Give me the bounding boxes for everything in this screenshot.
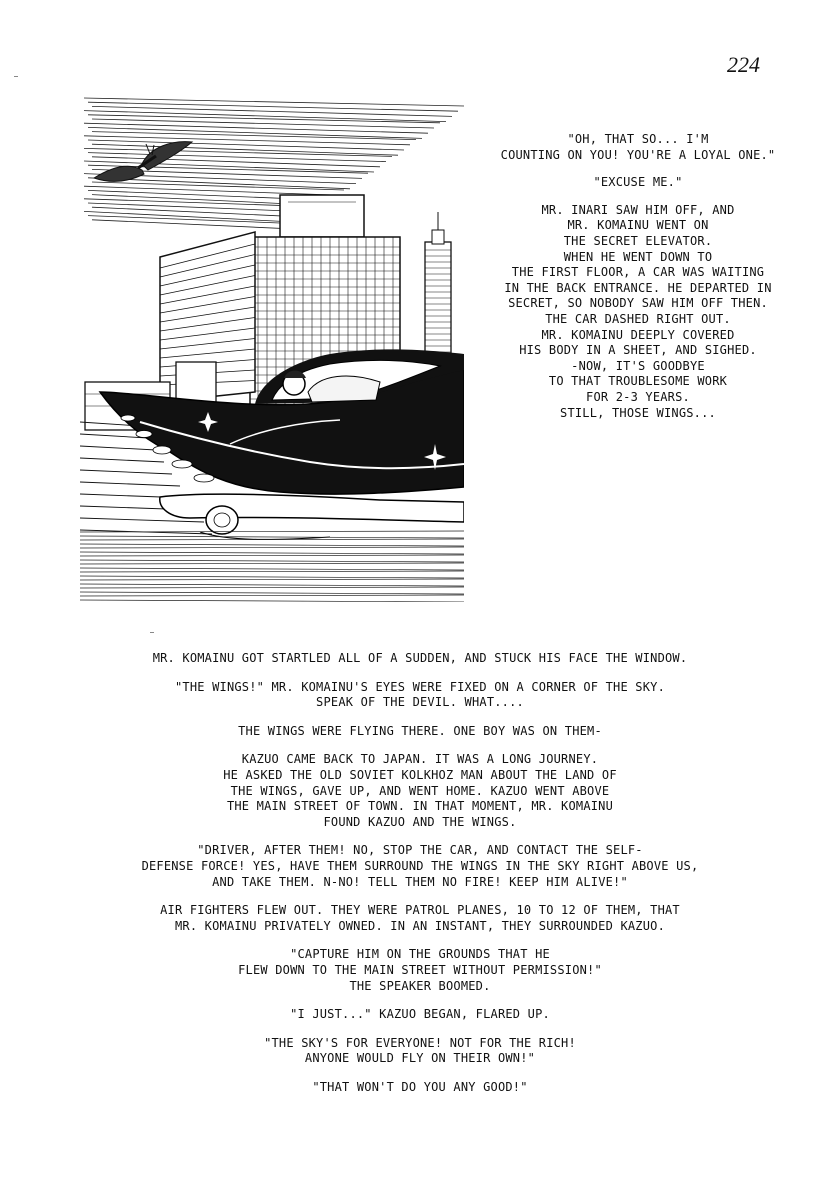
body-paragraph: "THAT WON'T DO YOU ANY GOOD!" bbox=[312, 1079, 528, 1094]
body-paragraph: THE WINGS WERE FLYING THERE. ONE BOY WAS ON THEM- bbox=[238, 723, 602, 738]
caption-paragraph: "EXCUSE ME." bbox=[593, 175, 683, 190]
car-city-moth-illustration bbox=[80, 92, 464, 602]
car-icon bbox=[100, 349, 464, 539]
body-paragraph: AIR FIGHTERS FLEW OUT. THEY WERE PATROL PLANES, 10 TO 12 OF THEM, THAT MR. KOMAINU PRIVATELY OWNED. IN AN INSTANT, THEY SURROUNDED KAZUO. bbox=[160, 903, 680, 933]
body-paragraph: "THE WINGS!" MR. KOMAINU'S EYES WERE FIXED ON A CORNER OF THE SKY. SPEAK OF THE DEVIL. WHAT.... bbox=[174, 679, 666, 710]
body-paragraph: "DRIVER, AFTER THEM! NO, STOP THE CAR, AND CONTACT THE SELF- DEFENSE FORCE! YES, HAVE THEM SURROUND THE WINGS IN THE SKY RIGHT ABOVE US, AND TAKE THEM. N-NO! TELL THEM NO FIRE! KEEP HIM ALIVE!" bbox=[141, 843, 699, 889]
body-paragraph: "CAPTURE HIM ON THE GROUNDS THAT HE FLEW DOWN TO THE MAIN STREET WITHOUT PERMISSION!" THE SPEAKER BOOMED. bbox=[238, 947, 602, 993]
body-paragraph: KAZUO CAME BACK TO JAPAN. IT WAS A LONG JOURNEY. HE ASKED THE OLD SOVIET KOLKHOZ MAN ABOUT THE LAND OF THE WINGS, GAVE UP, AND WENT HOME. KAZUO WENT ABOVE THE MAIN STREET OF TOWN. IN THAT MOMENT, MR. KOMAINU FOUND KAZUO AND THE WINGS. bbox=[223, 752, 617, 829]
body-paragraph: "THE SKY'S FOR EVERYONE! NOT FOR THE RICH! ANYONE WOULD FLY ON THEIR OWN!" bbox=[264, 1035, 576, 1066]
body-paragraph: MR. KOMAINU GOT STARTLED ALL OF A SUDDEN, AND STUCK HIS FACE THE WINDOW. bbox=[152, 651, 688, 665]
top-caption bbox=[478, 132, 798, 421]
page-number: 224 bbox=[727, 52, 760, 77]
body-text bbox=[110, 651, 730, 1108]
caption-paragraph: "OH, THAT SO... I'M COUNTING ON YOU! YOU'RE A LOYAL ONE." bbox=[500, 132, 776, 162]
scan-speck bbox=[14, 76, 18, 77]
caption-paragraph: MR. INARI SAW HIM OFF, AND MR. KOMAINU WENT ON THE SECRET ELEVATOR. WHEN HE WENT DOWN TO THE FIRST FLOOR, A CAR WAS WAITING IN THE BACK ENTRANCE. HE DEPARTED IN SECRET, SO NOBODY SAW HIM OFF THEN. THE CAR DASHED RIGHT OUT. MR. KOMAINU DEEPLY COVERED HIS BODY IN A SHEET, AND SIGHED. -NOW, IT'S GOODBYE TO THAT TROUBLESOME WORK FOR 2-3 YEARS. STILL, THOSE WINGS... bbox=[504, 202, 772, 420]
scan-speck bbox=[150, 632, 154, 633]
body-paragraph: "I JUST..." KAZUO BEGAN, FLARED UP. bbox=[290, 1007, 550, 1022]
